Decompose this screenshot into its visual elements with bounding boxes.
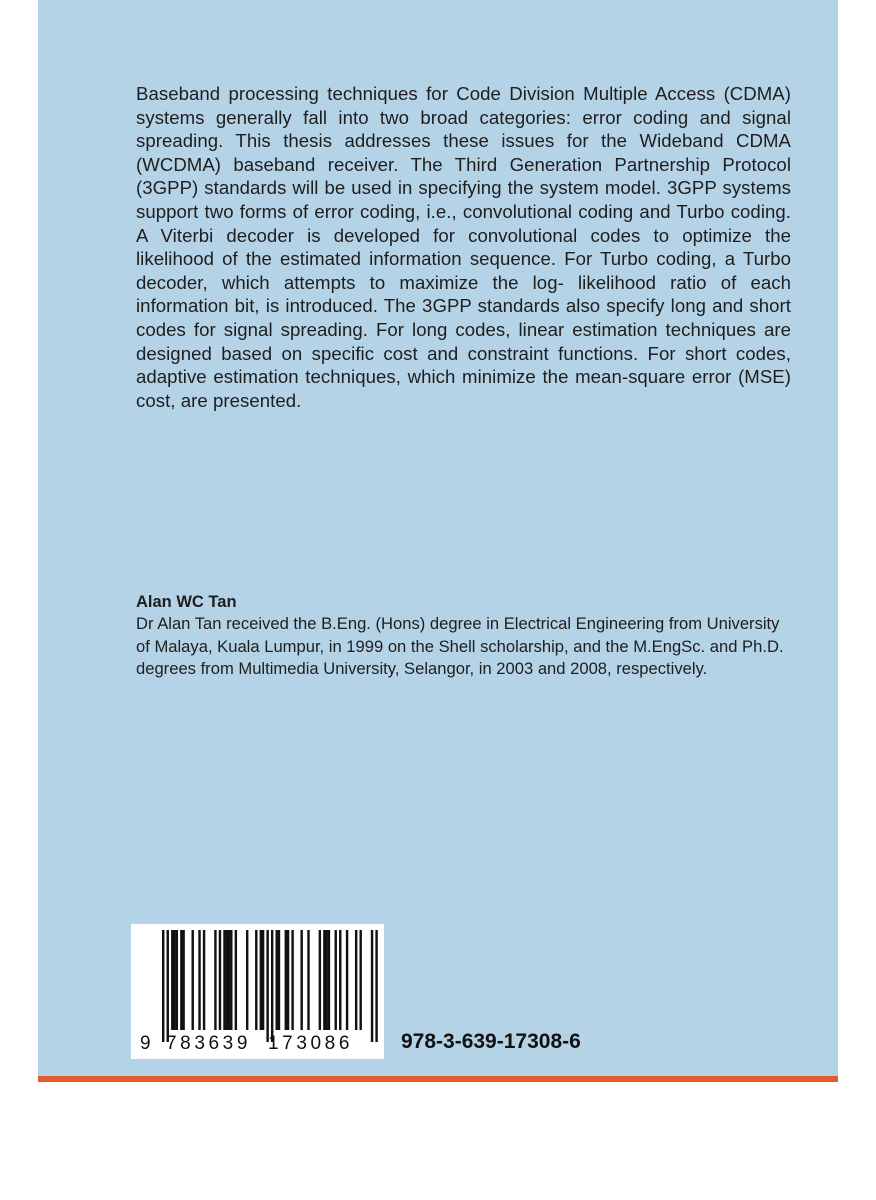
barcode-bar	[255, 930, 257, 1030]
barcode-bar	[339, 930, 341, 1030]
accent-strip	[38, 1076, 838, 1082]
barcode-bar	[319, 930, 321, 1030]
barcode-left-digits: 783639	[166, 1033, 252, 1054]
barcode-bar	[328, 930, 330, 1030]
barcode-bar	[192, 930, 194, 1030]
barcode-guard-bar	[167, 930, 169, 1042]
barcode-bar	[223, 930, 225, 1030]
barcode-bar	[176, 930, 178, 1030]
barcode-bar	[325, 930, 327, 1030]
barcode-guard-bar	[162, 930, 164, 1042]
barcode-bar	[171, 930, 173, 1030]
barcode-bar	[276, 930, 278, 1030]
barcode-bar	[323, 930, 325, 1030]
barcode-bar	[228, 930, 230, 1030]
barcode-bar	[300, 930, 302, 1030]
author-name: Alan WC Tan	[136, 593, 237, 611]
barcode-bar	[335, 930, 337, 1030]
barcode-bar	[203, 930, 205, 1030]
barcode-guard-bar	[271, 930, 273, 1042]
abstract-text: Baseband processing techniques for Code Division Multiple Access (CDMA) systems generally fall into two broad categories: error coding and signal spreading. This thesis addresses these issues for the Wideband CDMA (WCDMA) baseband receiver. The Third Generation Partnership Protocol (3GPP) standards will be used in specifying the system model. 3GPP systems support two forms of error coding, i.e., convolutional coding and Turbo coding. A Viterbi decoder is developed for convolutional codes to optimize the likelihood of the estimated information sequence. For Turbo coding, a Turbo decoder, which attempts to maximize the log- likelihood ratio of each information bit, is introduced. The 3GPP standards also specify long and short codes for signal spreading. For long codes, linear estimation techniques are designed based on specific cost and constraint functions. For short codes, adaptive estimation techniques, which minimize the mean-square error (MSE) cost, are presented.	[136, 83, 791, 411]
barcode-lead-digit: 9	[140, 1033, 151, 1054]
barcode-bar	[246, 930, 248, 1030]
barcode-bar	[260, 930, 262, 1030]
barcode	[131, 924, 384, 1059]
isbn-number: 978-3-639-17308-6	[401, 1030, 581, 1053]
barcode-bar	[285, 930, 287, 1030]
barcode-bar	[287, 930, 289, 1030]
barcode-bar	[173, 930, 175, 1030]
barcode-bar	[262, 930, 264, 1030]
barcode-bar	[355, 930, 357, 1030]
barcode-bar	[182, 930, 184, 1030]
barcode-bar	[230, 930, 232, 1030]
barcode-guard-bar	[371, 930, 373, 1042]
barcode-bar	[198, 930, 200, 1030]
barcode-bar	[180, 930, 182, 1030]
barcode-bar	[291, 930, 293, 1030]
author-bio: Dr Alan Tan received the B.Eng. (Hons) degree in Electrical Engineering from University of Malaya, Kuala Lumpur, in 1999 on the Shell scholarship, and the M.EngSc. and Ph.D. degrees from Multimedia University, Selangor, in 2003 and 2008, respectively.	[136, 614, 784, 679]
barcode-bar	[359, 930, 361, 1030]
barcode-guard-bar	[266, 930, 268, 1042]
barcode-guard-bar	[375, 930, 377, 1042]
barcode-right-digits: 173086	[268, 1033, 354, 1054]
barcode-bar	[214, 930, 216, 1030]
barcode-bar	[278, 930, 280, 1030]
barcode-bar	[346, 930, 348, 1030]
barcode-bar	[219, 930, 221, 1030]
barcode-bar	[307, 930, 309, 1030]
barcode-bar	[235, 930, 237, 1030]
barcode-bar	[226, 930, 228, 1030]
